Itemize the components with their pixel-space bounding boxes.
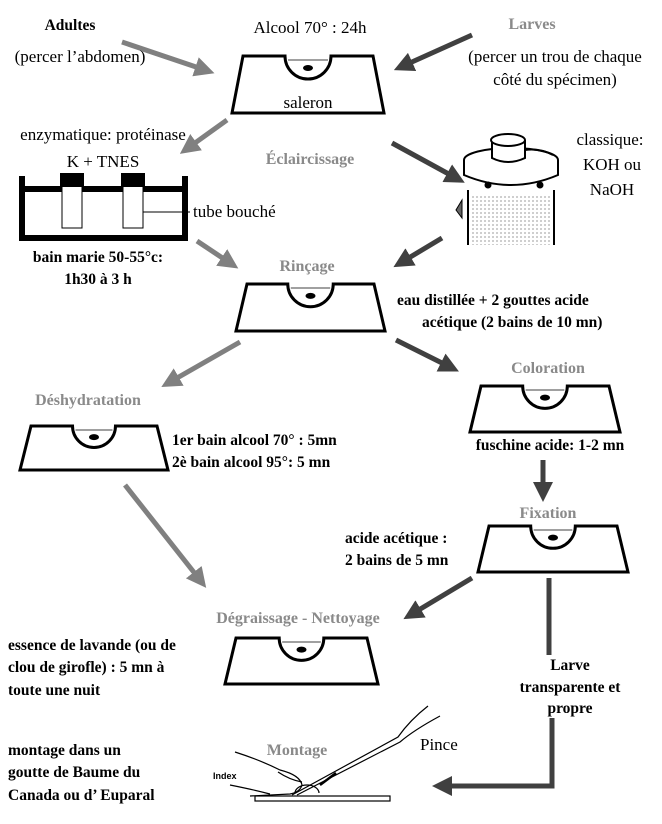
enzymatic-label-1: enzymatique: protéinase xyxy=(20,125,186,144)
adultes-label: Adultes xyxy=(44,17,96,34)
classic-label-2: KOH ou xyxy=(582,155,642,174)
result-line-3: propre xyxy=(547,700,593,717)
specimen-icon xyxy=(303,65,313,71)
arrow-to-degraissage-1 xyxy=(125,485,200,580)
bath-label-1: bain marie 50-55°c: xyxy=(32,249,164,266)
index-label: Index xyxy=(213,771,237,781)
rincage-note-1: eau distillée + 2 gouttes acide xyxy=(397,292,589,309)
tube-label: tube bouché xyxy=(193,202,276,221)
degraissage-note-2: clou de girofle) : 5 mn à xyxy=(8,659,165,676)
coloration-title: Coloration xyxy=(511,360,585,377)
arrow-to-enzymatic xyxy=(188,120,227,148)
deshydratation-note-2: 2è bain alcool 95°: 5 mn xyxy=(172,454,331,471)
specimen-icon xyxy=(548,535,558,541)
saleron-dish xyxy=(20,426,168,470)
arrow-larves xyxy=(403,35,472,66)
saleron-dish xyxy=(470,386,620,432)
result-line-2: transparente et xyxy=(519,679,621,696)
degraissage-note-3: toute une nuit xyxy=(8,682,101,699)
arrow-classic-to-rincage xyxy=(402,238,442,262)
montage-note-3: Canada ou d’ Euparal xyxy=(8,787,155,804)
classic-label-1: classique: xyxy=(576,130,644,149)
degraissage-note-1: essence de lavande (ou de xyxy=(8,637,176,654)
specimen-icon xyxy=(540,395,550,401)
arrow-to-deshydratation xyxy=(170,342,240,382)
deshydratation-note-1: 1er bain alcool 70° : 5mn xyxy=(172,432,337,449)
larves-label: Larves xyxy=(508,16,556,33)
water-bath-illustration xyxy=(22,173,190,238)
specimen-icon xyxy=(89,434,99,440)
specimen-icon xyxy=(306,293,316,299)
rincage-title: Rinçage xyxy=(279,258,335,275)
arrow-to-coloration xyxy=(396,340,450,367)
fixation-title: Fixation xyxy=(519,505,577,522)
bath-label-2: 1h30 à 3 h xyxy=(64,271,132,288)
heating-apparatus-illustration xyxy=(456,134,558,245)
coloration-note: fuschine acide: 1-2 mn xyxy=(475,437,625,454)
montage-note-2: goutte de Baume du xyxy=(8,764,141,781)
result-line-1: Larve xyxy=(550,657,590,674)
rincage-note-2: acétique (2 bains de 10 mn) xyxy=(422,314,603,331)
arrow-to-classic xyxy=(392,143,456,178)
enzymatic-label-2: K + TNES xyxy=(66,152,140,171)
classic-label-3: NaOH xyxy=(589,180,635,199)
deshydratation-title: Déshydratation xyxy=(35,392,141,409)
montage-illustration xyxy=(230,706,440,801)
arrow-bath-to-rincage xyxy=(197,241,230,263)
eclaircissage-title: Éclaircissage xyxy=(265,151,355,168)
saleron-dish xyxy=(236,284,385,331)
saleron-label: saleron xyxy=(283,93,333,112)
arrow-to-montage xyxy=(442,718,552,786)
specimen-icon xyxy=(297,647,307,653)
degraissage-title: Dégraissage - Nettoyage xyxy=(216,610,380,627)
montage-title: Montage xyxy=(266,742,328,759)
montage-note-1: montage dans un xyxy=(8,742,121,759)
alcool-label: Alcool 70° : 24h xyxy=(253,18,367,37)
adultes-note: (percer l’abdomen) xyxy=(14,47,146,66)
fixation-note-2: 2 bains de 5 mn xyxy=(345,552,449,569)
larves-note-2: côté du spécimen) xyxy=(493,70,617,89)
pince-label: Pince xyxy=(420,735,458,754)
arrow-to-degraissage-2 xyxy=(412,578,472,614)
larves-note-1: (percer un trou de chaque xyxy=(468,47,642,66)
fixation-note-1: acide acétique : xyxy=(345,530,448,547)
saleron-dish xyxy=(478,526,628,572)
saleron-dish xyxy=(225,638,378,684)
